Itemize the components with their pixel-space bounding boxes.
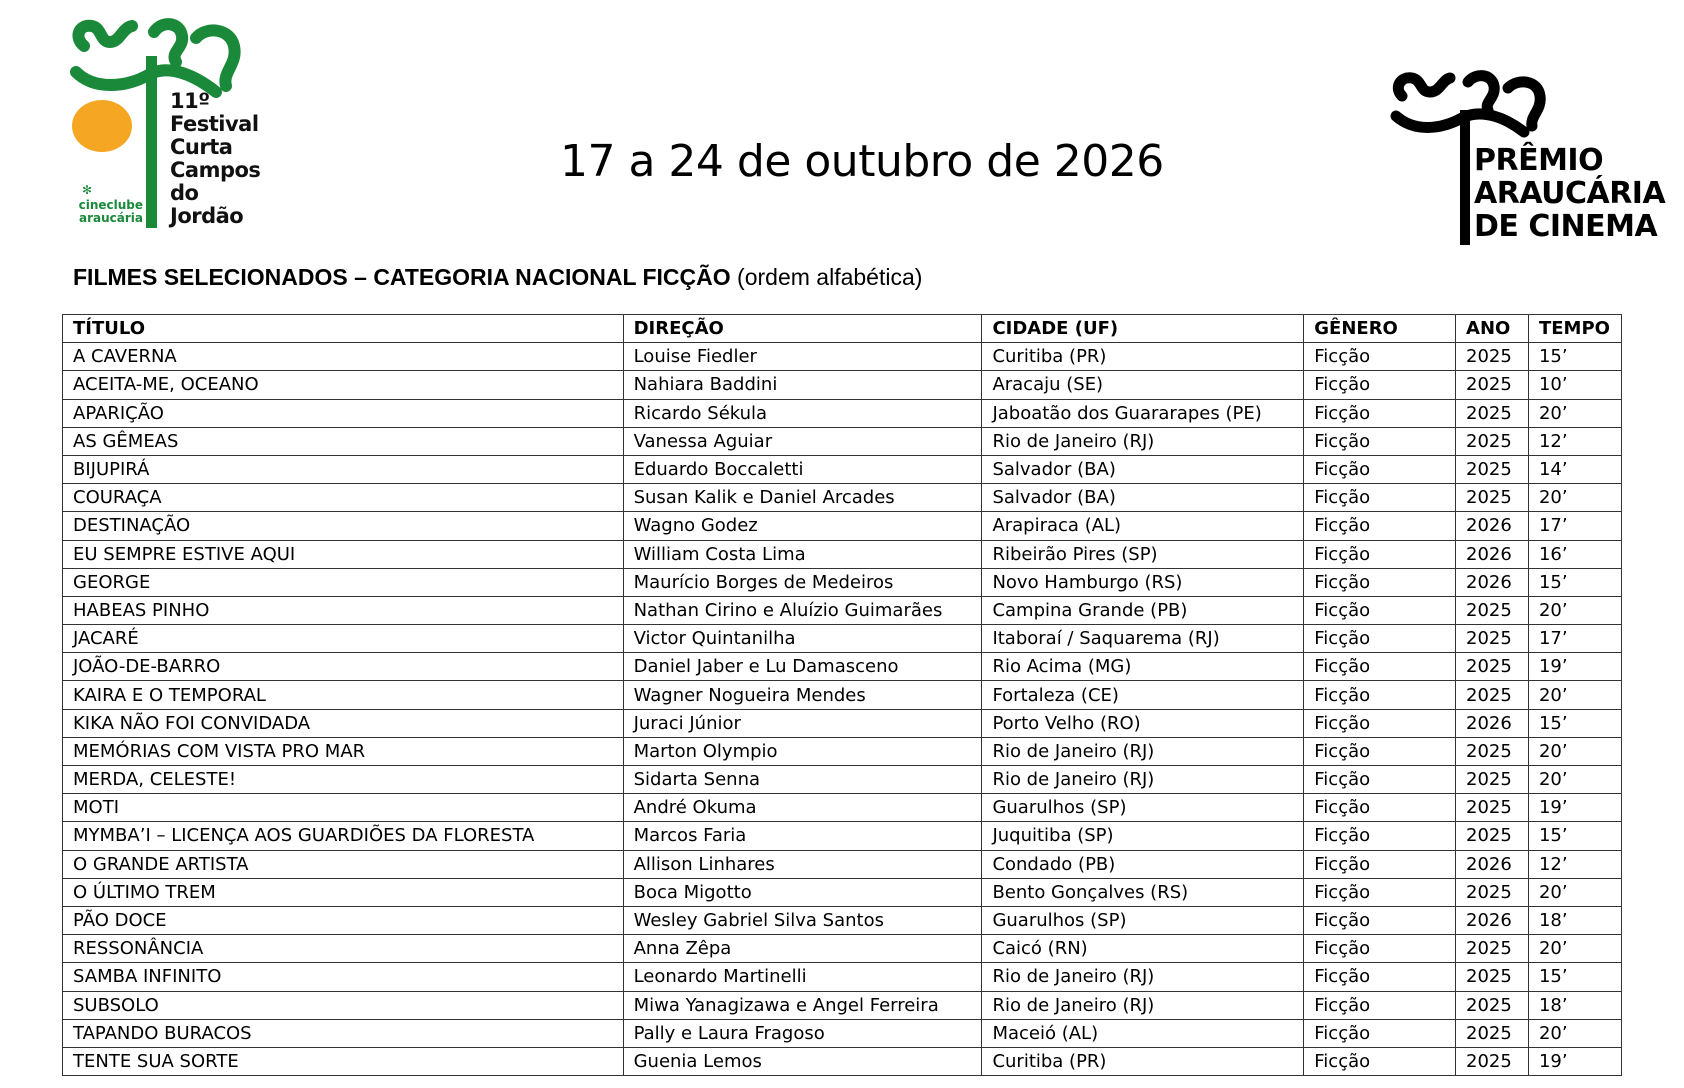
event-dates: 17 a 24 de outubro de 2026 (560, 136, 1164, 187)
table-row (63, 822, 1622, 850)
header-direcao: DIREÇÃO (623, 315, 982, 343)
city-cell: Aracaju (SE) (982, 371, 1304, 399)
director-cell: Wagno Godez (623, 512, 982, 540)
year-cell: 2026 (1456, 540, 1529, 568)
duration-cell: 19’ (1528, 1047, 1621, 1075)
title-cell: PÃO DOCE (63, 906, 624, 934)
svg-text:✻: ✻ (82, 183, 93, 197)
director-cell: Anna Zêpa (623, 935, 982, 963)
duration-cell: 20’ (1528, 596, 1621, 624)
section-heading (73, 264, 922, 291)
duration-cell: 16’ (1528, 540, 1621, 568)
director-cell: Allison Linhares (623, 850, 982, 878)
city-cell: Caicó (RN) (982, 935, 1304, 963)
genre-cell: Ficção (1304, 963, 1456, 991)
header-genero: GÊNERO (1304, 315, 1456, 343)
header-titulo: TÍTULO (63, 315, 624, 343)
duration-cell: 20’ (1528, 766, 1621, 794)
city-cell: Guarulhos (SP) (982, 906, 1304, 934)
genre-cell: Ficção (1304, 427, 1456, 455)
festival-name: 11º Festival Curta Campos do Jordão (170, 89, 261, 228)
title-cell: HABEAS PINHO (63, 596, 624, 624)
city-cell: Salvador (BA) (982, 484, 1304, 512)
duration-cell: 20’ (1528, 681, 1621, 709)
title-cell: KAIRA E O TEMPORAL (63, 681, 624, 709)
title-cell: O ÚLTIMO TREM (63, 878, 624, 906)
duration-cell: 12’ (1528, 427, 1621, 455)
genre-cell: Ficção (1304, 1047, 1456, 1075)
duration-cell: 17’ (1528, 512, 1621, 540)
genre-cell: Ficção (1304, 681, 1456, 709)
duration-cell: 20’ (1528, 737, 1621, 765)
year-cell: 2025 (1456, 794, 1529, 822)
title-cell: O GRANDE ARTISTA (63, 850, 624, 878)
city-cell: Curitiba (PR) (982, 1047, 1304, 1075)
header-ano: ANO (1456, 315, 1529, 343)
year-cell: 2025 (1456, 1019, 1529, 1047)
table-row (63, 935, 1622, 963)
genre-cell: Ficção (1304, 596, 1456, 624)
table-row (63, 512, 1622, 540)
duration-cell: 15’ (1528, 822, 1621, 850)
duration-cell: 15’ (1528, 963, 1621, 991)
title-cell: MOTI (63, 794, 624, 822)
director-cell: Marton Olympio (623, 737, 982, 765)
year-cell: 2025 (1456, 878, 1529, 906)
title-cell: GEORGE (63, 568, 624, 596)
title-cell: TENTE SUA SORTE (63, 1047, 624, 1075)
director-cell: Boca Migotto (623, 878, 982, 906)
table-row (63, 737, 1622, 765)
duration-cell: 20’ (1528, 878, 1621, 906)
director-cell: Eduardo Boccaletti (623, 455, 982, 483)
director-cell: Ricardo Sékula (623, 399, 982, 427)
city-cell: Jaboatão dos Guararapes (PE) (982, 399, 1304, 427)
title-cell: AS GÊMEAS (63, 427, 624, 455)
year-cell: 2025 (1456, 343, 1529, 371)
duration-cell: 18’ (1528, 991, 1621, 1019)
genre-cell: Ficção (1304, 399, 1456, 427)
table-row (63, 343, 1622, 371)
year-cell: 2025 (1456, 766, 1529, 794)
genre-cell: Ficção (1304, 540, 1456, 568)
title-cell: DESTINAÇÃO (63, 512, 624, 540)
year-cell: 2025 (1456, 399, 1529, 427)
year-cell: 2025 (1456, 596, 1529, 624)
year-cell: 2026 (1456, 709, 1529, 737)
genre-cell: Ficção (1304, 455, 1456, 483)
year-cell: 2025 (1456, 455, 1529, 483)
city-cell: Rio de Janeiro (RJ) (982, 991, 1304, 1019)
director-cell: Nahiara Baddini (623, 371, 982, 399)
year-cell: 2025 (1456, 822, 1529, 850)
city-cell: Arapiraca (AL) (982, 512, 1304, 540)
city-cell: Ribeirão Pires (SP) (982, 540, 1304, 568)
title-cell: MYMBA’I – LICENÇA AOS GUARDIÕES DA FLORESTA (63, 822, 624, 850)
year-cell: 2025 (1456, 991, 1529, 1019)
year-cell: 2025 (1456, 427, 1529, 455)
genre-cell: Ficção (1304, 1019, 1456, 1047)
duration-cell: 19’ (1528, 653, 1621, 681)
year-cell: 2026 (1456, 906, 1529, 934)
director-cell: Miwa Yanagizawa e Angel Ferreira (623, 991, 982, 1019)
table-row (63, 991, 1622, 1019)
table-row (63, 681, 1622, 709)
table-row (63, 766, 1622, 794)
duration-cell: 15’ (1528, 343, 1621, 371)
title-cell: COURAÇA (63, 484, 624, 512)
table-row (63, 850, 1622, 878)
genre-cell: Ficção (1304, 709, 1456, 737)
city-cell: Itaboraí / Saquarema (RJ) (982, 625, 1304, 653)
city-cell: Rio de Janeiro (RJ) (982, 427, 1304, 455)
genre-cell: Ficção (1304, 878, 1456, 906)
director-cell: Guenia Lemos (623, 1047, 982, 1075)
premio-logo (1390, 70, 1666, 250)
director-cell: Wagner Nogueira Mendes (623, 681, 982, 709)
city-cell: Condado (PB) (982, 850, 1304, 878)
year-cell: 2025 (1456, 653, 1529, 681)
duration-cell: 12’ (1528, 850, 1621, 878)
city-cell: Bento Gonçalves (RS) (982, 878, 1304, 906)
duration-cell: 20’ (1528, 935, 1621, 963)
table-row (63, 963, 1622, 991)
year-cell: 2025 (1456, 484, 1529, 512)
city-cell: Campina Grande (PB) (982, 596, 1304, 624)
director-cell: André Okuma (623, 794, 982, 822)
title-cell: EU SEMPRE ESTIVE AQUI (63, 540, 624, 568)
table-row (63, 1019, 1622, 1047)
genre-cell: Ficção (1304, 737, 1456, 765)
duration-cell: 20’ (1528, 1019, 1621, 1047)
title-cell: MERDA, CELESTE! (63, 766, 624, 794)
section-heading-title: FILMES SELECIONADOS – CATEGORIA NACIONAL FICÇÃO (73, 264, 731, 290)
title-cell: SAMBA INFINITO (63, 963, 624, 991)
city-cell: Porto Velho (RO) (982, 709, 1304, 737)
table-row (63, 568, 1622, 596)
director-cell: Leonardo Martinelli (623, 963, 982, 991)
genre-cell: Ficção (1304, 625, 1456, 653)
table-row (63, 794, 1622, 822)
sun-icon (72, 100, 132, 152)
genre-cell: Ficção (1304, 766, 1456, 794)
city-cell: Fortaleza (CE) (982, 681, 1304, 709)
city-cell: Novo Hamburgo (RS) (982, 568, 1304, 596)
table-row (63, 596, 1622, 624)
duration-cell: 20’ (1528, 399, 1621, 427)
duration-cell: 10’ (1528, 371, 1621, 399)
genre-cell: Ficção (1304, 935, 1456, 963)
films-table-body (63, 343, 1622, 1076)
genre-cell: Ficção (1304, 512, 1456, 540)
genre-cell: Ficção (1304, 653, 1456, 681)
title-cell: BIJUPIRÁ (63, 455, 624, 483)
duration-cell: 14’ (1528, 455, 1621, 483)
duration-cell: 20’ (1528, 484, 1621, 512)
header-tempo: TEMPO (1528, 315, 1621, 343)
premio-name: PRÊMIO ARAUCÁRIA DE CINEMA (1474, 143, 1666, 244)
table-row (63, 653, 1622, 681)
title-cell: SUBSOLO (63, 991, 624, 1019)
genre-cell: Ficção (1304, 794, 1456, 822)
table-row (63, 709, 1622, 737)
year-cell: 2026 (1456, 850, 1529, 878)
genre-cell: Ficção (1304, 822, 1456, 850)
festival-logo (66, 16, 266, 231)
director-cell: Louise Fiedler (623, 343, 982, 371)
city-cell: Juquitiba (SP) (982, 822, 1304, 850)
table-row (63, 399, 1622, 427)
table-row (63, 484, 1622, 512)
table-row (63, 371, 1622, 399)
city-cell: Salvador (BA) (982, 455, 1304, 483)
city-cell: Maceió (AL) (982, 1019, 1304, 1047)
director-cell: Juraci Júnior (623, 709, 982, 737)
year-cell: 2026 (1456, 512, 1529, 540)
city-cell: Rio de Janeiro (RJ) (982, 963, 1304, 991)
table-row (63, 878, 1622, 906)
director-cell: Sidarta Senna (623, 766, 982, 794)
title-cell: APARIÇÃO (63, 399, 624, 427)
director-cell: Daniel Jaber e Lu Damasceno (623, 653, 982, 681)
genre-cell: Ficção (1304, 850, 1456, 878)
director-cell: William Costa Lima (623, 540, 982, 568)
cineclube-araucaria-label: cineclube araucária (78, 198, 143, 225)
genre-cell: Ficção (1304, 568, 1456, 596)
city-cell: Curitiba (PR) (982, 343, 1304, 371)
year-cell: 2025 (1456, 963, 1529, 991)
films-table (62, 314, 1622, 1076)
director-cell: Marcos Faria (623, 822, 982, 850)
city-cell: Rio de Janeiro (RJ) (982, 766, 1304, 794)
year-cell: 2025 (1456, 935, 1529, 963)
director-cell: Susan Kalik e Daniel Arcades (623, 484, 982, 512)
duration-cell: 18’ (1528, 906, 1621, 934)
table-row (63, 427, 1622, 455)
director-cell: Wesley Gabriel Silva Santos (623, 906, 982, 934)
director-cell: Vanessa Aguiar (623, 427, 982, 455)
duration-cell: 17’ (1528, 625, 1621, 653)
duration-cell: 19’ (1528, 794, 1621, 822)
director-cell: Victor Quintanilha (623, 625, 982, 653)
title-cell: TAPANDO BURACOS (63, 1019, 624, 1047)
title-cell: A CAVERNA (63, 343, 624, 371)
table-row (63, 1047, 1622, 1075)
title-cell: RESSONÂNCIA (63, 935, 624, 963)
year-cell: 2026 (1456, 568, 1529, 596)
year-cell: 2025 (1456, 371, 1529, 399)
duration-cell: 15’ (1528, 568, 1621, 596)
director-cell: Nathan Cirino e Aluízio Guimarães (623, 596, 982, 624)
table-row (63, 625, 1622, 653)
genre-cell: Ficção (1304, 991, 1456, 1019)
genre-cell: Ficção (1304, 343, 1456, 371)
year-cell: 2025 (1456, 1047, 1529, 1075)
table-row (63, 540, 1622, 568)
director-cell: Maurício Borges de Medeiros (623, 568, 982, 596)
genre-cell: Ficção (1304, 906, 1456, 934)
director-cell: Pally e Laura Fragoso (623, 1019, 982, 1047)
title-cell: ACEITA-ME, OCEANO (63, 371, 624, 399)
year-cell: 2025 (1456, 625, 1529, 653)
city-cell: Rio de Janeiro (RJ) (982, 737, 1304, 765)
year-cell: 2025 (1456, 681, 1529, 709)
section-heading-note: (ordem alfabética) (737, 264, 923, 290)
header-cidade: CIDADE (UF) (982, 315, 1304, 343)
genre-cell: Ficção (1304, 371, 1456, 399)
city-cell: Guarulhos (SP) (982, 794, 1304, 822)
title-cell: MEMÓRIAS COM VISTA PRO MAR (63, 737, 624, 765)
table-row (63, 906, 1622, 934)
title-cell: KIKA NÃO FOI CONVIDADA (63, 709, 624, 737)
table-header-row (63, 315, 1622, 343)
year-cell: 2025 (1456, 737, 1529, 765)
duration-cell: 15’ (1528, 709, 1621, 737)
table-row (63, 455, 1622, 483)
title-cell: JACARÉ (63, 625, 624, 653)
city-cell: Rio Acima (MG) (982, 653, 1304, 681)
title-cell: JOÃO-DE-BARRO (63, 653, 624, 681)
genre-cell: Ficção (1304, 484, 1456, 512)
